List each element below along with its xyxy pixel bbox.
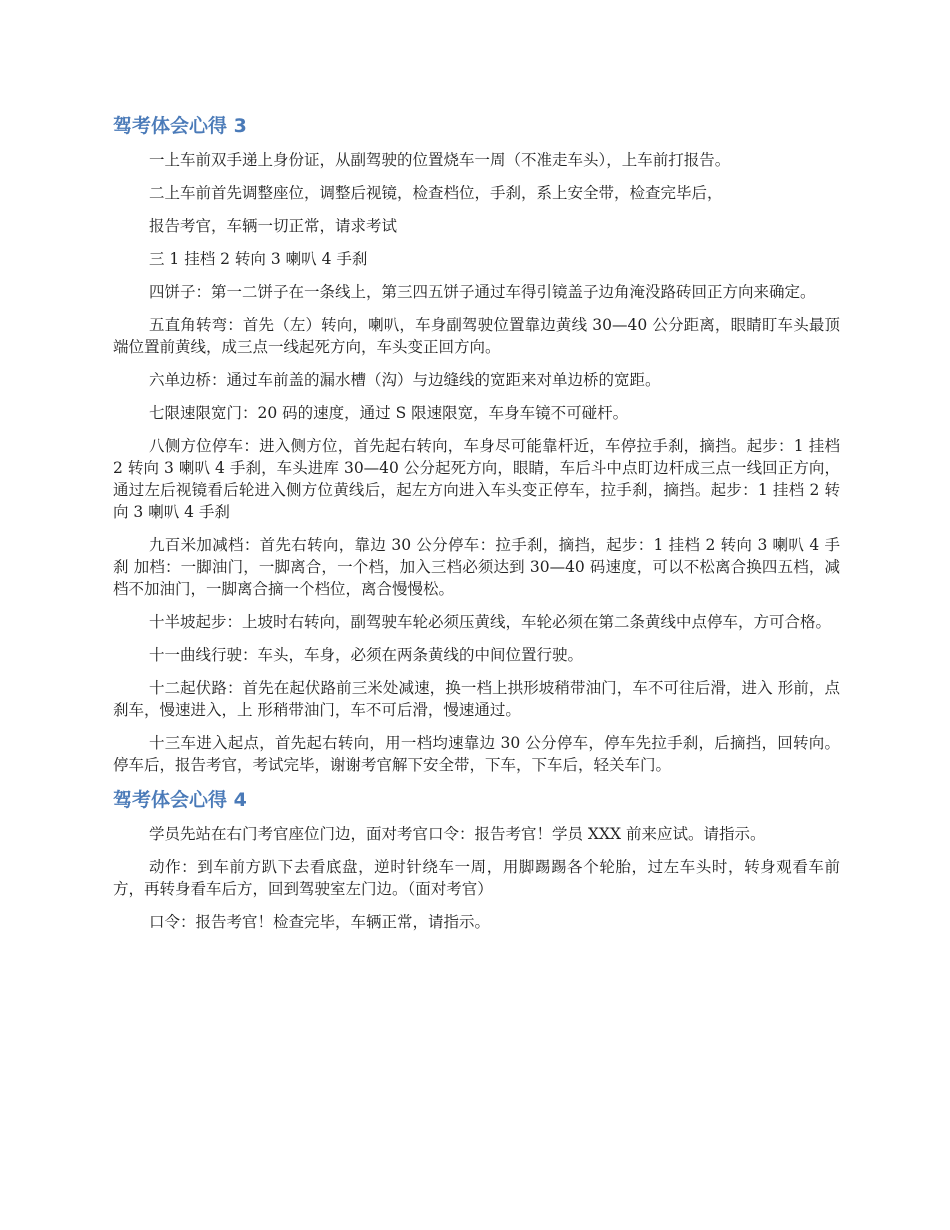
- paragraph: 六单边桥：通过车前盖的漏水槽（沟）与边缝线的宽距来对单边桥的宽距。: [149, 371, 661, 389]
- section-heading: 驾考体会心得 3: [113, 115, 247, 137]
- paragraph: 口令：报告考官！检查完毕，车辆正常，请指示。: [149, 913, 491, 931]
- paragraph: 七限速限宽门：20 码的速度，通过 S 限速限宽，车身车镜不可碰杆。: [149, 404, 629, 422]
- paragraph: 八侧方位停车：进入侧方位，首先起右转向，车身尽可能靠杆近，车停拉手刹，摘挡。起步：1 挂档 2 转向 3 喇叭 4 手刹，车头进库 30—40 公分起死方向，眼睛，车后斗中点盯边杆成三点一线回正方向，通过左后视镜看后轮进入侧方位黄线后，起左方向进入车头变正停车，拉手刹，摘挡。起步：1 挂档 2 转向 3 喇叭 4 手刹: [113, 437, 840, 521]
- paragraph: 九百米加减档：首先右转向，靠边 30 公分停车：拉手刹，摘挡，起步：1 挂档 2 转向 3 喇叭 4 手刹 加档：一脚油门，一脚离合，一个档，加入三档必须达到 30—40 码速度，可以不松离合换四五档，减档不加油门，一脚离合摘一个档位，离合慢慢松。: [113, 536, 840, 598]
- paragraph: 四饼子：第一二饼子在一条线上，第三四五饼子通过车得引镜盖子边角淹没路砖回正方向来确定。: [149, 283, 816, 301]
- paragraph: 一上车前双手递上身份证，从副驾驶的位置烧车一周（不准走车头），上车前打报告。: [149, 151, 731, 169]
- document-page: [113, 113, 840, 944]
- paragraph: 十一曲线行驶：车头，车身，必须在两条黄线的中间位置行驶。: [149, 646, 584, 664]
- paragraph: 十半坡起步：上坡时右转向，副驾驶车轮必须压黄线，车轮必须在第二条黄线中点停车，方可合格。: [149, 613, 832, 631]
- paragraph: 动作：到车前方趴下去看底盘，逆时针绕车一周，用脚踢踢各个轮胎，过左车头时，转身观看车前方，再转身看车后方，回到驾驶室左门边。（面对考官）: [113, 858, 840, 898]
- paragraph: 三 1 挂档 2 转向 3 喇叭 4 手刹: [149, 250, 368, 268]
- paragraph: 十三车进入起点，首先起右转向，用一档均速靠边 30 公分停车，停车先拉手刹，后摘挡，回转向。停车后，报告考官，考试完毕，谢谢考官解下安全带，下车，下车后，轻关车门。: [113, 734, 840, 774]
- paragraph: 五直角转弯：首先（左）转向，喇叭，车身副驾驶位置靠边黄线 30—40 公分距离，眼睛盯车头最顶端位置前黄线，成三点一线起死方向，车头变正回方向。: [113, 316, 840, 356]
- paragraph: 报告考官，车辆一切正常，请求考试: [149, 217, 398, 235]
- section-heading: 驾考体会心得 4: [113, 789, 247, 811]
- section-1: [113, 113, 840, 776]
- paragraph: 十二起伏路：首先在起伏路前三米处减速，换一档上拱形坡稍带油门，车不可往后滑，进入 形前，点刹车，慢速进入，上 形稍带油门，车不可后滑，慢速通过。: [113, 679, 840, 719]
- paragraph: 二上车前首先调整座位，调整后视镜，检查档位，手刹，系上安全带，检查完毕后，: [149, 184, 723, 202]
- section-2: [113, 787, 840, 933]
- paragraph: 学员先站在右门考官座位门边，面对考官口令：报告考官！学员 XXX 前来应试。请指示。: [149, 825, 766, 843]
